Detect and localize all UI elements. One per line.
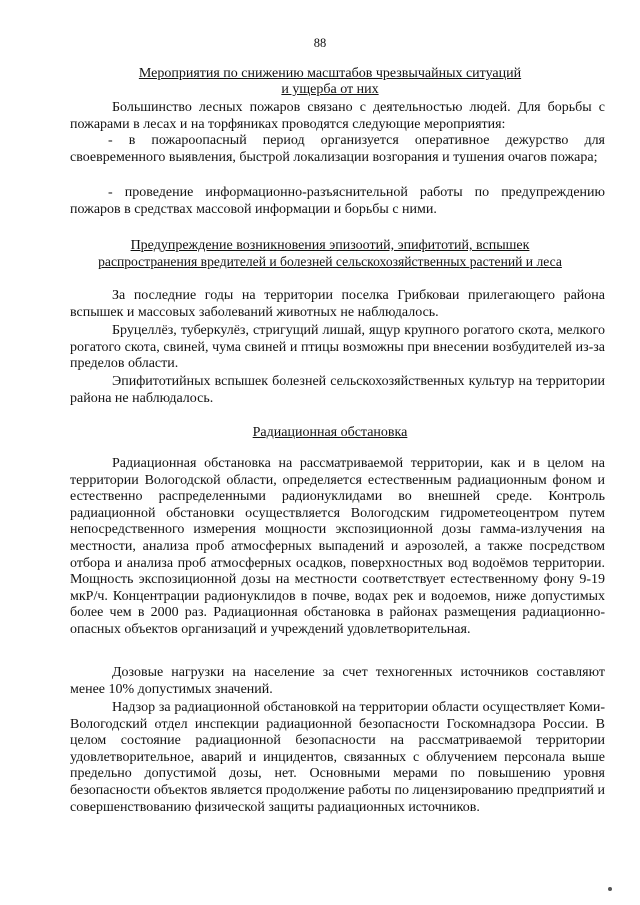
page-number: 88: [313, 36, 327, 50]
section1-title-line2: и ущерба от них: [281, 82, 379, 97]
section3-title: Радиационная обстановка: [252, 425, 408, 440]
section3-paragraph2: Дозовые нагрузки на население за счет техногенных источников составляют менее 10% допустимых значений.: [70, 665, 605, 697]
section2-paragraph3: Эпифитотийных вспышек болезней сельскохозяйственных культур на территории района не наблюдалось.: [70, 374, 605, 406]
section1-bullet2: - проведение информационно-разъяснительной работы по предупреждению пожаров в средствах массовой информации и борьбы с ними.: [70, 185, 605, 217]
section2-paragraph2: Бруцеллёз, туберкулёз, стригущий лишай, ящур крупного рогатого скота, мелкого рогатого скота, свиней, чума свиней и птицы возможны при внесении возбудителей из-за пределов области.: [70, 323, 605, 372]
section2-title-line2: распространения вредителей и болезней сельскохозяйственных растений и леса: [98, 254, 562, 269]
section1-intro: Большинство лесных пожаров связано с деятельностью людей. Для борьбы с пожарами в лесах и на торфяниках проводятся следующие мероприятия:: [70, 100, 605, 132]
section3-paragraph1: Радиационная обстановка на рассматриваемой территории, как и в целом на территории Вологодской области, определяется естественным радиационным фоном и естественно распределенными радионуклидами во внешней среде. Контроль радиационной обстановки осуществляется Вологодским гидрометеоцентром путем непосредственного измерения мощности экспозиционной дозы гамма-излучения на местности, анализа проб атмосферных выпадений и аэрозолей, а также посредством отбора и анализа проб атмосферных осадков, поверхностных вод водоёмов территории. Мощность экспозиционной дозы на местности соответствует естественному фону 9-19 мкР/ч. Концентрации радионуклидов в почве, водах рек и водоемов, ниже допустимых более чем в 2000 раз. Радиационная обстановка в районах размещения радиационно-опасных объектов организаций и учреждений удовлетворительная.: [70, 456, 605, 637]
section1-bullet1: - в пожароопасный период организуется оперативное дежурство для своевременного выявления, быстрой локализации возгорания и тушения очагов пожара;: [70, 133, 605, 165]
section2-title-line1: Предупреждение возникновения эпизоотий, эпифитотий, вспышек: [130, 238, 530, 253]
scan-mark: [608, 887, 612, 891]
section2-paragraph1: За последние годы на территории поселка Грибковаи прилегающего района вспышек и массовых заболеваний животных не наблюдалось.: [70, 288, 605, 320]
section1-title-line1: Мероприятия по снижению масштабов чрезвычайных ситуаций: [138, 66, 522, 81]
section3-paragraph3: Надзор за радиационной обстановкой на территории области осуществляет Коми-Вологодский отдел инспекции радиационной безопасности Госкомнадзора России. В целом состояние радиационной безопасности на рассматриваемой территории удовлетворительное, аварий и инцидентов, связанных с облучением персонала выше предельно допустимой дозы, нет. Основными мерами по повышению уровня безопасности объектов является продолжение работы по лицензированию предприятий и совершенствованию физической защиты радиационных источников.: [70, 700, 605, 815]
